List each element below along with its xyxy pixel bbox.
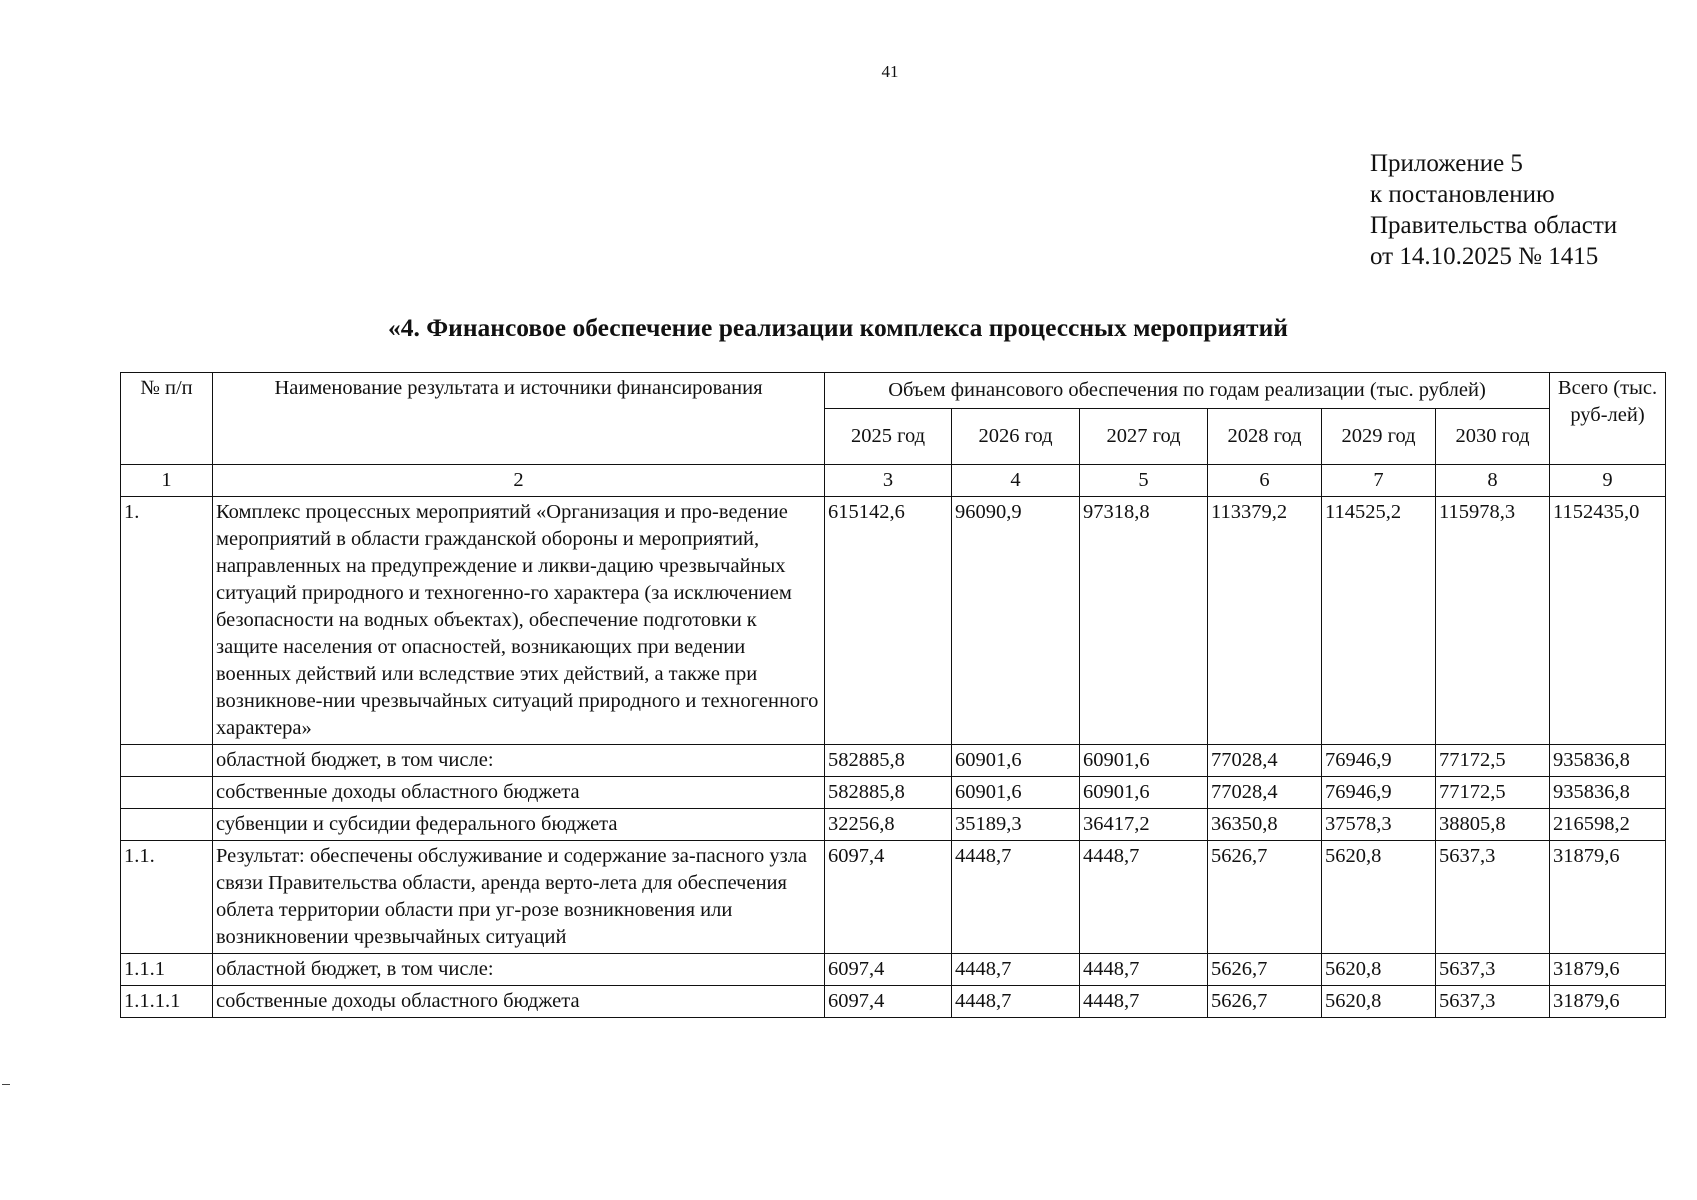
row-name: Комплекс процессных мероприятий «Организация и про-ведение мероприятий в области гражданской обороны и мероприятий, направленных на предупреждение и ликви-дацию чрезвычайных ситуаций природного и техногенно-го характера (за исключением безопасности на водных объектах), обеспечение подготовки к защите населения от опасностей, возникающих при ведении военных действий или вследствие этих действий, а также при возникнове-нии чрезвычайных ситуаций природного и техногенного характера» [213,497,825,745]
row-value: 35189,3 [952,809,1080,841]
row-name: собственные доходы областного бюджета [213,986,825,1018]
row-value: 76946,9 [1322,777,1436,809]
column-number: 1 [121,465,213,497]
row-name: областной бюджет, в том числе: [213,954,825,986]
appendix-line: к постановлению [1370,181,1555,208]
row-value: 36350,8 [1208,809,1322,841]
row-value: 31879,6 [1550,954,1666,986]
row-value: 582885,8 [825,777,952,809]
row-name: субвенции и субсидии федерального бюджета [213,809,825,841]
row-value: 5637,3 [1436,954,1550,986]
row-value: 36417,2 [1080,809,1208,841]
header-volume: Объем финансового обеспечения по годам реализации (тыс. рублей) [825,373,1550,409]
row-value: 96090,9 [952,497,1080,745]
row-name: областной бюджет, в том числе: [213,745,825,777]
appendix-line: Приложение 5 [1370,150,1523,177]
row-value: 38805,8 [1436,809,1550,841]
header-num: № п/п [121,373,213,465]
table-row [121,777,1666,809]
row-value: 60901,6 [1080,777,1208,809]
document-title: «4. Финансовое обеспечение реализации комплекса процессных мероприятий [388,313,1288,342]
column-number: 5 [1080,465,1208,497]
row-value: 5637,3 [1436,986,1550,1018]
row-value: 5626,7 [1208,841,1322,954]
row-index [121,809,213,841]
row-value: 60901,6 [1080,745,1208,777]
appendix-line: Правительства области [1370,212,1618,239]
header-year: 2025 год [825,409,952,465]
table-row [121,745,1666,777]
row-index: 1.1.1 [121,954,213,986]
row-value: 77028,4 [1208,777,1322,809]
row-value: 935836,8 [1550,745,1666,777]
row-value: 216598,2 [1550,809,1666,841]
table-row [121,986,1666,1018]
column-number: 6 [1208,465,1322,497]
row-value: 4448,7 [952,841,1080,954]
column-number: 7 [1322,465,1436,497]
column-number: 3 [825,465,952,497]
table-row [121,809,1666,841]
financing-table [120,372,1666,1018]
table-body [121,497,1666,1018]
row-value: 582885,8 [825,745,952,777]
row-value: 4448,7 [1080,986,1208,1018]
row-value: 6097,4 [825,986,952,1018]
row-value: 935836,8 [1550,777,1666,809]
row-value: 4448,7 [1080,841,1208,954]
row-value: 5626,7 [1208,954,1322,986]
row-value: 6097,4 [825,841,952,954]
header-year: 2030 год [1436,409,1550,465]
row-value: 5637,3 [1436,841,1550,954]
header-total: Всего (тыс. руб-лей) [1550,373,1666,465]
header-year: 2026 год [952,409,1080,465]
row-value: 6097,4 [825,954,952,986]
row-name: Результат: обеспечены обслуживание и содержание за-пасного узла связи Правительства области, аренда верто-лета для обеспечения облета территории области при уг-розе возникновения или возникновении чрезвычайных ситуаций [213,841,825,954]
header-year: 2029 год [1322,409,1436,465]
row-index [121,777,213,809]
header-year: 2027 год [1080,409,1208,465]
row-value: 60901,6 [952,745,1080,777]
row-index: 1.1.1.1 [121,986,213,1018]
row-value: 1152435,0 [1550,497,1666,745]
header-year: 2028 год [1208,409,1322,465]
row-value: 5620,8 [1322,841,1436,954]
column-number: 8 [1436,465,1550,497]
appendix-line: от 14.10.2025 № 1415 [1370,243,1599,270]
table-row [121,954,1666,986]
row-index [121,745,213,777]
page-number: 41 [881,62,899,81]
column-number: 2 [213,465,825,497]
row-value: 31879,6 [1550,841,1666,954]
row-value: 5626,7 [1208,986,1322,1018]
column-number-row [121,465,1666,497]
row-value: 5620,8 [1322,986,1436,1018]
table-row [121,497,1666,745]
row-value: 113379,2 [1208,497,1322,745]
row-index: 1. [121,497,213,745]
row-value: 4448,7 [952,986,1080,1018]
row-value: 5620,8 [1322,954,1436,986]
row-value: 615142,6 [825,497,952,745]
header-name: Наименование результата и источники финансирования [213,373,825,465]
row-value: 76946,9 [1322,745,1436,777]
row-value: 77028,4 [1208,745,1322,777]
column-number: 4 [952,465,1080,497]
row-value: 60901,6 [952,777,1080,809]
row-value: 4448,7 [1080,954,1208,986]
row-value: 37578,3 [1322,809,1436,841]
row-value: 32256,8 [825,809,952,841]
margin-mark [2,1084,10,1085]
row-value: 4448,7 [952,954,1080,986]
row-index: 1.1. [121,841,213,954]
table-row [121,841,1666,954]
row-value: 77172,5 [1436,745,1550,777]
row-name: собственные доходы областного бюджета [213,777,825,809]
row-value: 114525,2 [1322,497,1436,745]
row-value: 77172,5 [1436,777,1550,809]
row-value: 97318,8 [1080,497,1208,745]
row-value: 115978,3 [1436,497,1550,745]
column-number: 9 [1550,465,1666,497]
row-value: 31879,6 [1550,986,1666,1018]
appendix-block [1370,148,1617,272]
